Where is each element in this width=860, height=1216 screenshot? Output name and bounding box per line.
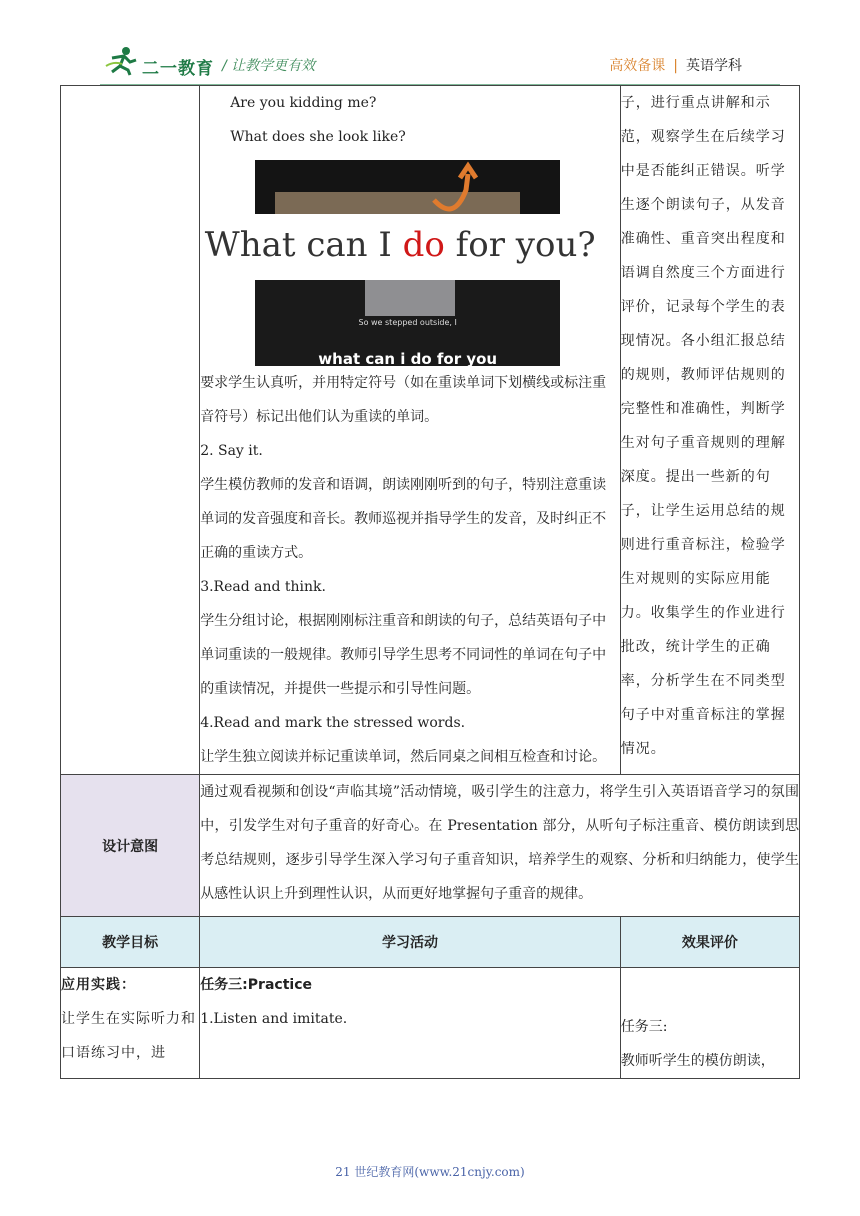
sentence-line: What does she look like?: [230, 129, 406, 145]
header-subject: 英语学科: [686, 58, 742, 74]
column-header-evaluation: 效果评价: [620, 917, 799, 968]
video-subtitle: So we stepped outside, I: [358, 318, 457, 327]
page-header: [0, 0, 860, 90]
evaluation-cell: [620, 968, 799, 1079]
header-separator: |: [673, 58, 678, 74]
goal-title: 应用实践：: [61, 977, 136, 993]
header-tag: 高效备课: [609, 58, 666, 74]
runner-logo-icon: [104, 46, 140, 76]
task-item: 1.Listen and imitate.: [200, 1011, 348, 1027]
video-frame-top: [255, 160, 560, 214]
step-heading: 3.Read and think.: [200, 579, 326, 595]
lesson-table: [60, 85, 800, 1079]
column-header-goal: 教学目标: [61, 917, 200, 968]
video-caption: What can I do for you?: [204, 225, 596, 265]
goal-cell-empty: [61, 86, 200, 775]
video-subtitle-bold: what can i do for you: [318, 350, 498, 368]
header-right: [609, 55, 742, 75]
table-row: [61, 775, 800, 917]
activity-cell: [200, 86, 621, 775]
paragraph: 学生分组讨论，根据刚刚标注重音和朗读的句子，总结英语句子中单词重读的一般规律。教师引导学生思考不同词性的单词在句子中的重读情况，并提供一些提示和引导性问题。: [200, 613, 607, 697]
paragraph: 要求学生认真听，并用特定符号（如在重读单词下划横线或标注重音符号）标记出他们认为重读的单词。: [200, 375, 607, 425]
goal-cell: [61, 968, 200, 1079]
video-frame-bottom: [255, 280, 560, 366]
table-row: [61, 86, 800, 775]
eval-text: 教师听学生的模仿朗读，: [620, 1053, 775, 1069]
paragraph: 学生模仿教师的发音和语调，朗读刚刚听到的句子，特别注意重读单词的发音强度和音长。教师巡视并指导学生的发音，及时纠正不正确的重读方式。: [200, 477, 607, 561]
design-intent-text: 通过观看视频和创设“声临其境”活动情境，吸引学生的注意力，将学生引入英语语音学习的氛围中，引发学生对句子重音的好奇心。在 Presentation 部分，从听句子标注重音、模仿朗读到思考总结规则，逐步引导学生深入学习句子重音知识，培养学生的观察、分析和归纳能力，使学生从感性认识上升到理性认识，从而更好地掌握句子重音的规律。: [200, 775, 800, 917]
eval-title: 任务三:: [620, 1019, 668, 1035]
step-heading: 4.Read and mark the stressed words.: [200, 715, 466, 731]
table-row: [61, 968, 800, 1079]
evaluation-cell: 子，进行重点讲解和示范，观察学生在后续学习中是否能纠正错误。听学生逐个朗读句子，从发音准确性、重音突出程度和语调自然度三个方面进行评价，记录每个学生的表现情况。各小组汇报总结的规则，教师评估规则的完整性和准确性，判断学生对句子重音规则的理解深度。提出一些新的句子，让学生运用总结的规则进行重音标注，检验学生对规则的实际应用能力。收集学生的作业进行批改，统计学生的正确率，分析学生在不同类型句子中对重音标注的掌握情况。: [620, 86, 799, 775]
table-header-row: [61, 917, 800, 968]
step-heading: 2. Say it.: [200, 443, 263, 459]
sentence-line: Are you kidding me?: [230, 95, 377, 111]
goal-text: 让学生在实际听力和口语练习中，进: [61, 1011, 196, 1061]
video-screenshot: [200, 156, 596, 368]
design-intent-label: 设计意图: [61, 775, 200, 917]
page-footer: 21 世纪教育网(www.21cnjy.com): [335, 1165, 525, 1179]
column-header-activity: 学习活动: [200, 917, 621, 968]
logo-text: 二一教育: [142, 59, 214, 79]
slogan: / 让教学更有效: [222, 58, 316, 74]
activity-cell: [200, 968, 621, 1079]
task-title: 任务三:Practice: [200, 977, 312, 993]
paragraph: 让学生独立阅读并标记重读单词，然后同桌之间相互检查和讨论。: [200, 749, 607, 765]
curved-arrow-icon: [424, 160, 484, 220]
